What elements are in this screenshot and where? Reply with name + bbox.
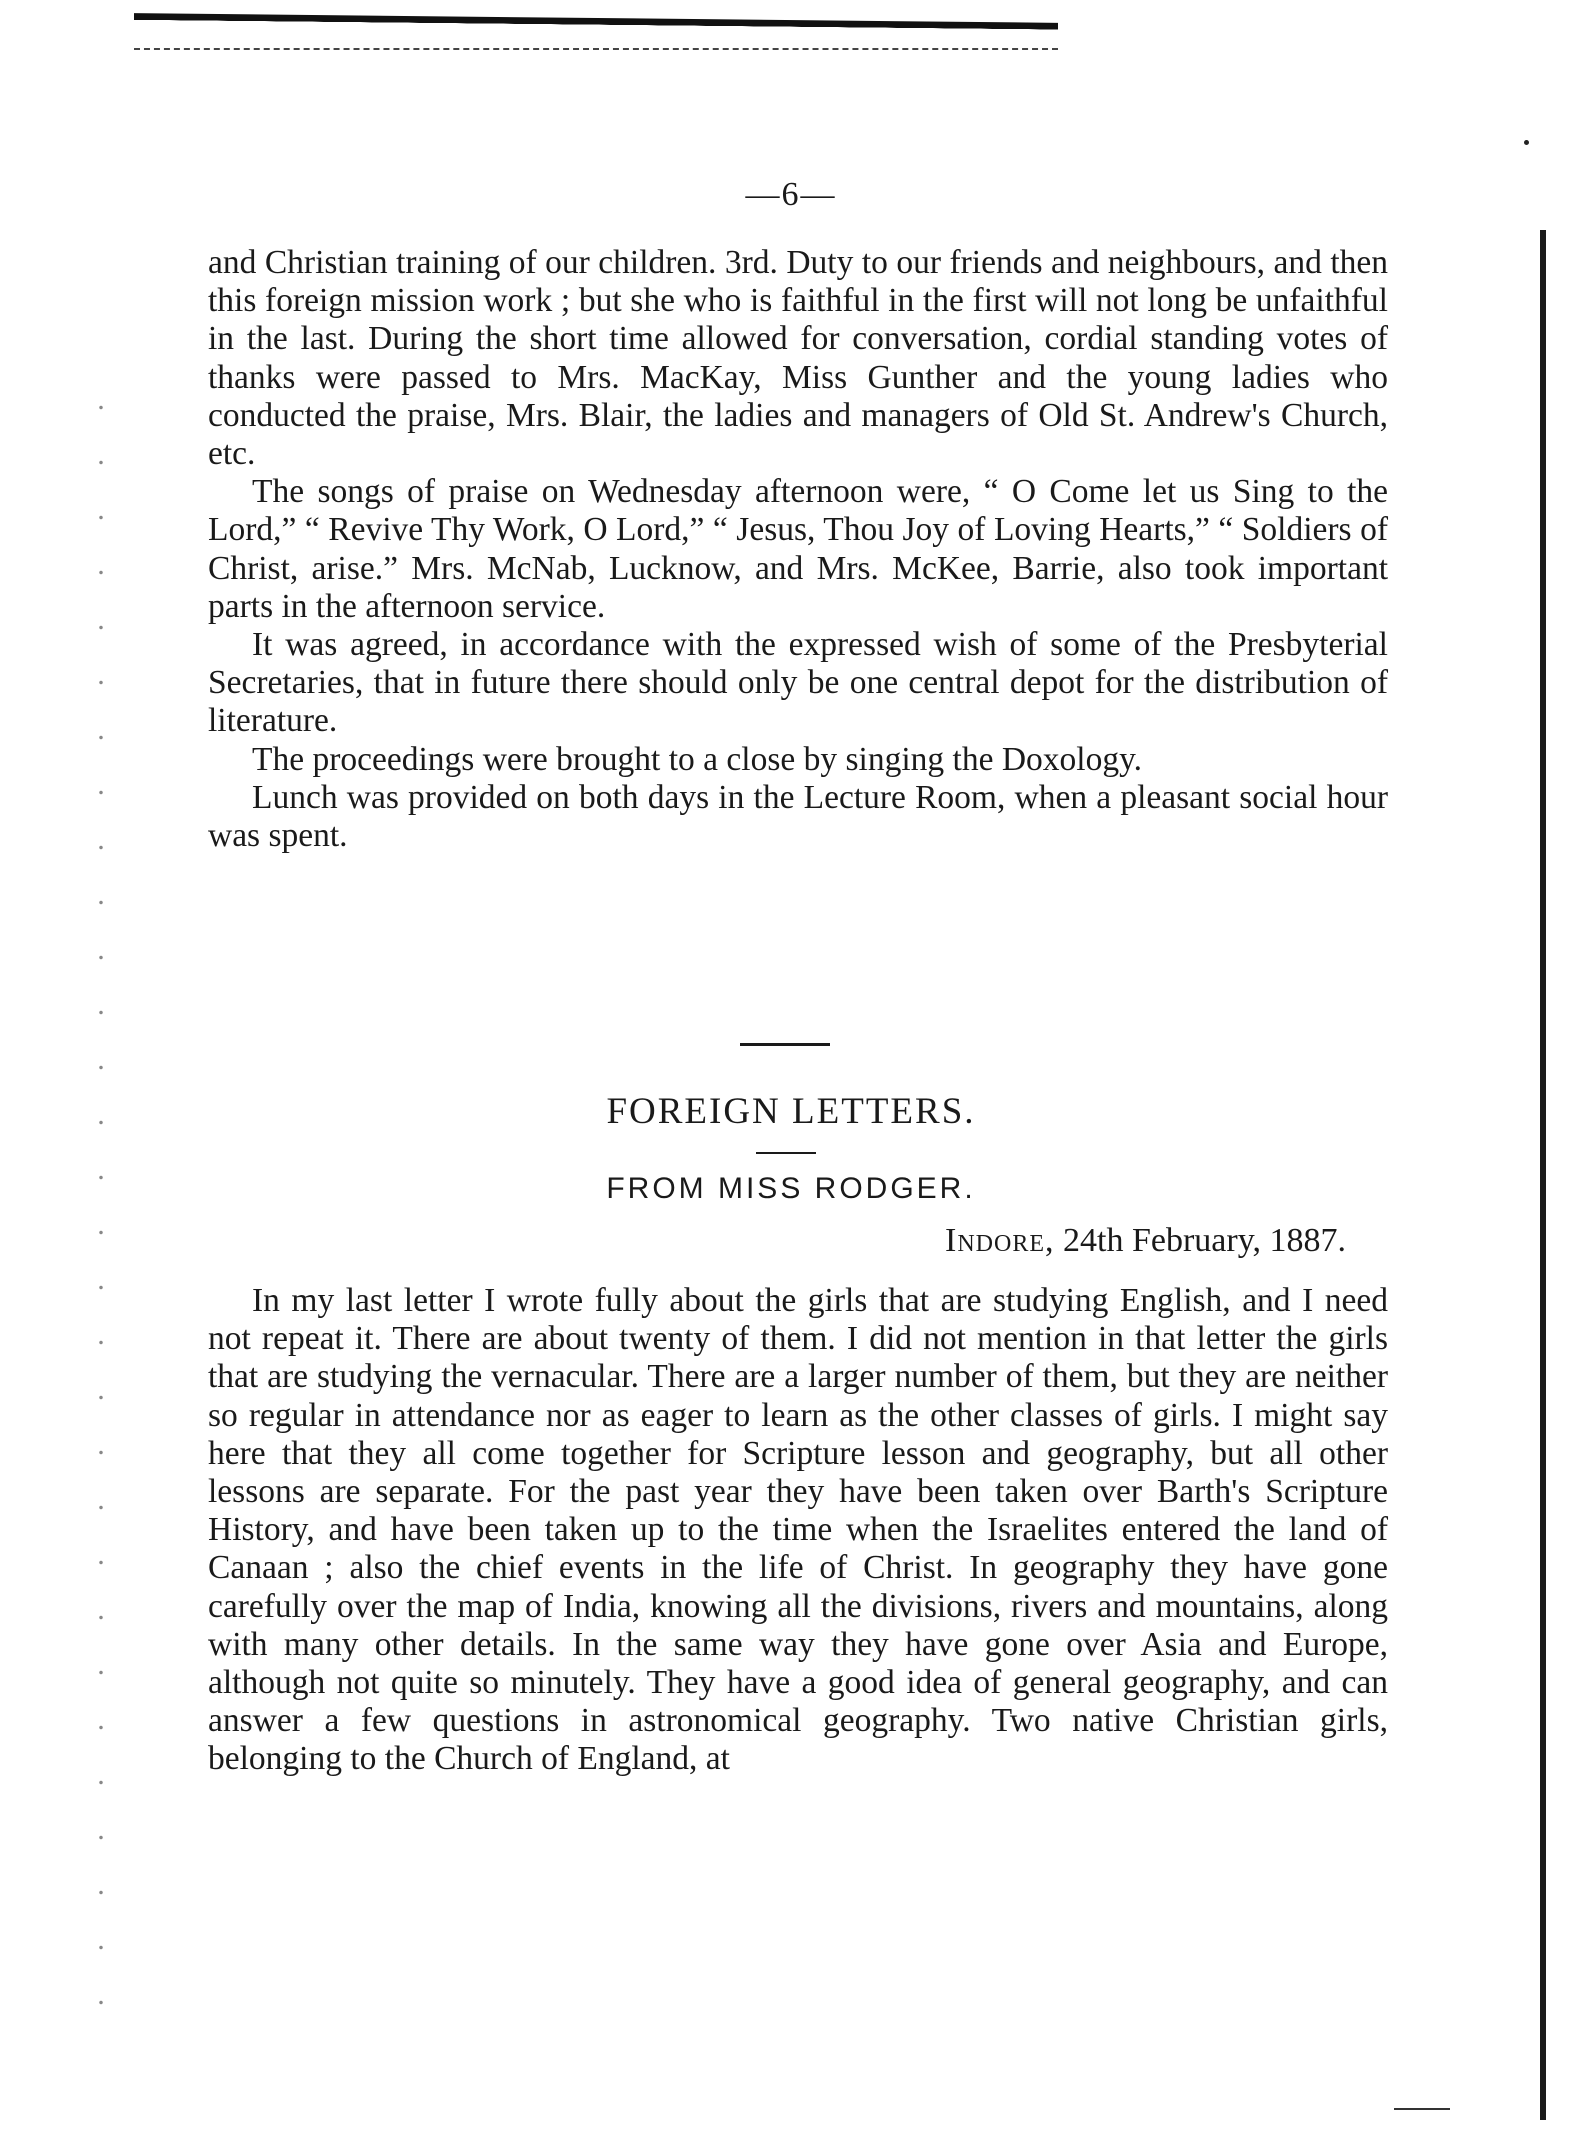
paragraph: The songs of praise on Wednesday afternoon were, “ O Come let us Sing to the Lord,” “ Revive Thy Work, O Lord,” “ Jesus, Thou Joy of Loving Hearts,” “ Soldiers of Christ, arise.” Mrs. McNab, Lucknow, and Mrs. McKee, Barrie, also took important parts in the afternoon service. xyxy=(208,473,1388,625)
letter-dateline xyxy=(945,1222,1346,1260)
paragraph: Lunch was provided on both days in the Lecture Room, when a pleasant social hour was spent. xyxy=(208,778,1388,855)
margin-dot xyxy=(1524,140,1529,145)
page-number: —6— xyxy=(745,176,837,213)
section-divider xyxy=(740,1043,830,1046)
section-subtitle: FROM MISS RODGER. xyxy=(606,1172,976,1205)
continuation-text xyxy=(208,244,1388,855)
letter-place: Indore, xyxy=(945,1222,1055,1259)
title-divider xyxy=(756,1152,816,1154)
letter-date: 24th February, 1887. xyxy=(1063,1222,1346,1259)
paragraph: In my last letter I wrote fully about the girls that are studying English, and I need not repeat it. There are about twenty of them. I did not mention in that letter the girls that are studying the vernacular. There are a larger number of them, but they are neither so regular in attendance nor as eager to learn as the other classes of girls. I might say here that they all come together for Scripture lesson and geography, but all other lessons are separate. For the past year they have been taken over Barth's Scripture History, and have been taken up to the time when the Israelites entered the land of Canaan ; also the chief events in the life of Christ. In geography they have gone carefully over the map of India, knowing all the divisions, rivers and mountains, along with many other details. In the same way they have gone over Asia and Europe, although not quite so minutely. They have a good idea of general geography, and can answer a few questions in astronomical geography. Two native Christian girls, belonging to the Church of England, at xyxy=(208,1282,1388,1778)
paragraph: and Christian training of our children. 3rd. Duty to our friends and neighbours, and then this foreign mission work ; but she who is faithful in the first will not long be unfaithful in the last. During the short time allowed for conversation, cordial standing votes of thanks were passed to Mrs. MacKay, Miss Gunther and the young ladies who conducted the praise, Mrs. Blair, the ladies and managers of Old St. Andrew's Church, etc. xyxy=(208,244,1388,473)
top-border-rule xyxy=(134,13,1058,35)
section-title: FOREIGN LETTERS. xyxy=(606,1091,976,1132)
paragraph: The proceedings were brought to a close by singing the Doxology. xyxy=(252,740,1143,778)
bottom-mark xyxy=(1394,2108,1450,2110)
letter-text xyxy=(208,1282,1388,1779)
paragraph: It was agreed, in accordance with the expressed wish of some of the Presbyterial Secretaries, that in future there should only be one central depot for the distribution of literature. xyxy=(208,626,1388,740)
top-border-dashed-rule xyxy=(134,48,1058,52)
